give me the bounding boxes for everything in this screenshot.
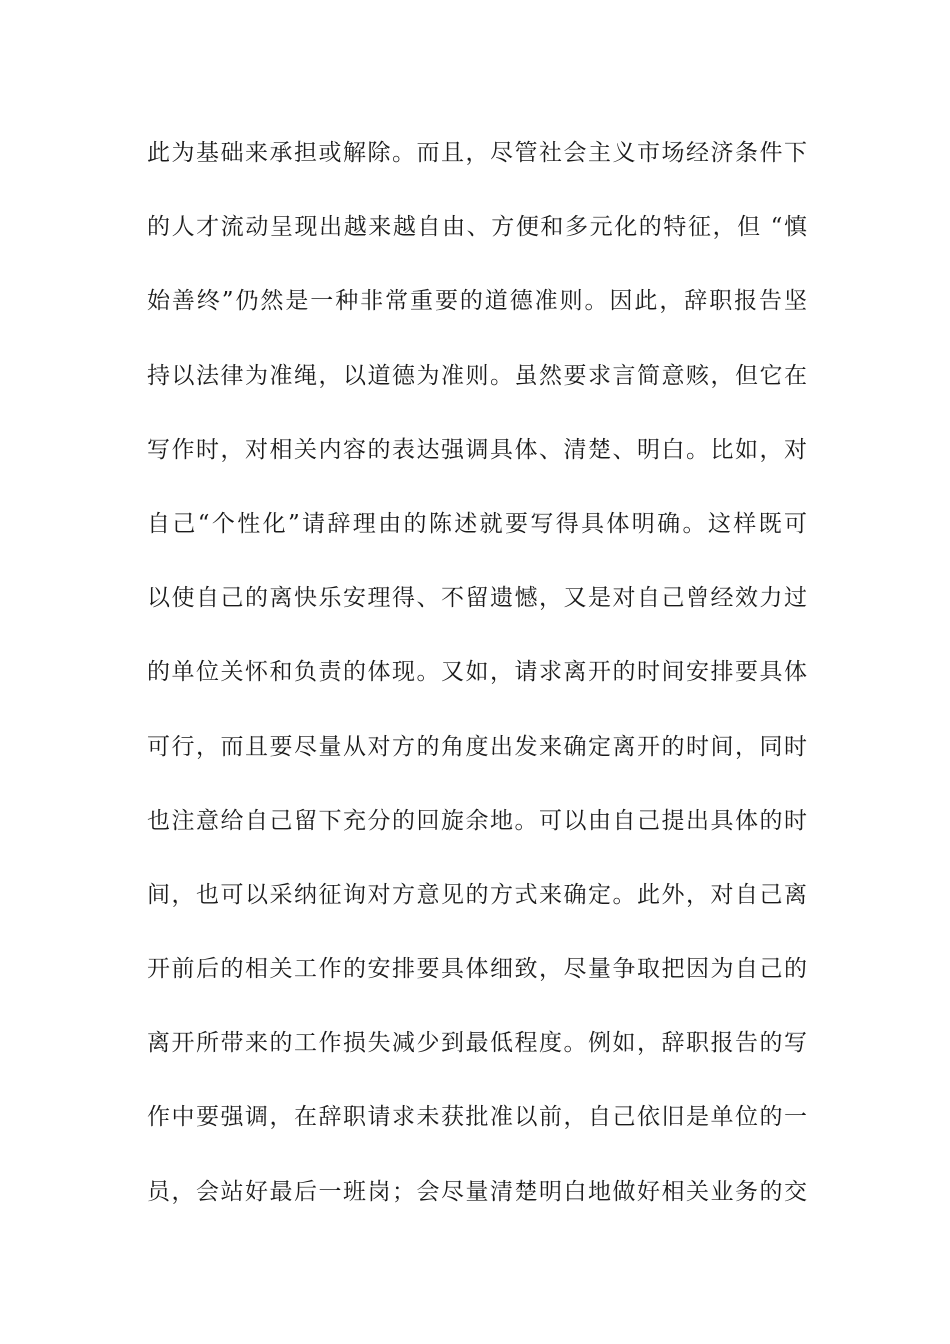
text-line: 也注意给自己留下充分的回旋余地。可以由自己提出具体的时: [147, 807, 807, 834]
text-line: 开前后的相关工作的安排要具体细致，尽量争取把因为自己的: [147, 956, 807, 983]
text-line: 员，会站好最后一班岗；会尽量清楚明白地做好相关业务的交: [147, 1178, 807, 1205]
text-line: 此为基础来承担或解除。而且，尽管社会主义市场经济条件下: [147, 140, 807, 166]
text-line: 间，也可以采纳征询对方意见的方式来确定。此外，对自己离: [147, 881, 807, 908]
text-line: 自己“个性化”请辞理由的陈述就要写得具体明确。这样既可: [147, 510, 807, 537]
text-line: 的人才流动呈现出越来越自由、方便和多元化的特征，但 “慎: [147, 214, 807, 241]
text-line: 持以法律为准绳，以道德为准则。虽然要求言简意赅，但它在: [147, 362, 807, 389]
text-line: 以使自己的离快乐安理得、不留遗憾，又是对自己曾经效力过: [147, 585, 807, 612]
text-line: 始善终”仍然是一种非常重要的道德准则。因此，辞职报告坚: [147, 288, 807, 315]
text-line: 可行，而且要尽量从对方的角度出发来确定离开的时间，同时: [147, 733, 807, 760]
text-line: 的单位关怀和负责的体现。又如，请求离开的时间安排要具体: [147, 659, 807, 686]
text-line: 写作时，对相关内容的表达强调具体、清楚、明白。比如，对: [147, 436, 807, 463]
text-line: 作中要强调，在辞职请求未获批准以前，自己依旧是单位的一: [147, 1104, 807, 1131]
body-text: [147, 128, 807, 1241]
text-line: 离开所带来的工作损失减少到最低程度。例如，辞职报告的写: [147, 1030, 807, 1057]
